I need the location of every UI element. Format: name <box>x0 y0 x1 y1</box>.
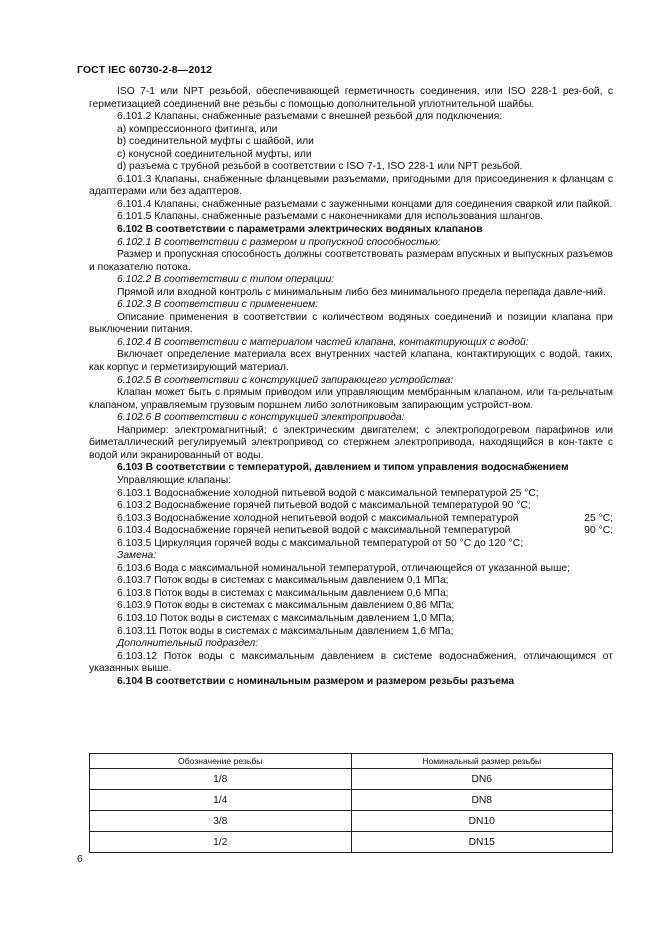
paragraph <box>89 563 613 576</box>
paragraph <box>89 613 613 626</box>
thread-designation-cell: 3/8 <box>90 811 352 832</box>
paragraph-text: Замена: <box>117 550 157 562</box>
paragraph <box>89 588 613 601</box>
table-row <box>90 832 613 853</box>
paragraph <box>89 375 613 388</box>
paragraph-text: 6.102.6 В соответствии с конструкцией электропривода: <box>117 412 405 424</box>
thread-size-table-wrapper <box>89 753 613 853</box>
paragraph-text: Например: электромагнитный; с электрическим двигателем; с электроподогревом парафинов или биметаллический регулируемый электропривод со стержнем электропривода, находящийся в кон-такте с водой или экранированный от воды. <box>89 424 613 461</box>
thread-designation-cell: 1/8 <box>90 769 352 790</box>
paragraph <box>89 500 613 513</box>
paragraph <box>89 538 613 551</box>
paragraph <box>89 161 613 174</box>
table-row <box>90 790 613 811</box>
paragraph-text: 6.103.2 Водоснабжение горячей питьевой водой с максимальной температурой 90 °С; <box>117 500 531 512</box>
paragraph <box>89 211 613 224</box>
paragraph <box>89 550 613 563</box>
paragraph-text: 6.103.1 Водоснабжение холодной питьевой водой с максимальной температурой 25 °С; <box>117 487 539 499</box>
paragraph-text: 6.103.4 Водоснабжение горячей непитьевой водой с максимальной температурой <box>117 525 511 537</box>
paragraph <box>89 274 613 287</box>
paragraph-text: Прямой или входной контроль с минимальным либо без минимального предела перепада давле-ний. <box>117 286 606 298</box>
paragraph-text: 6.103.9 Поток воды в системах с максимальным давлением 0,86 МПа; <box>117 600 455 612</box>
paragraph-text: b) соединительной муфты с шайбой, или <box>117 136 314 148</box>
table-header-thread: Обозначение резьбы <box>90 754 352 769</box>
paragraph-text: Включает определение материала всех внутренних частей клапана, контактирующих с водой, таких, как корпус и герметизирующий материал. <box>89 349 613 374</box>
paragraph <box>89 111 613 124</box>
page-number: 6 <box>77 854 83 865</box>
table-body <box>90 769 613 853</box>
paragraph <box>89 349 613 374</box>
paragraph <box>89 149 613 162</box>
paragraph-text: 6.102.5 В соответствии с конструкцией запирающего устройства: <box>117 374 454 386</box>
paragraph <box>89 199 613 212</box>
table-row <box>90 811 613 832</box>
paragraph-tail: 90 °С; <box>584 525 613 537</box>
paragraph-text: c) конусной соединительной муфты, или <box>117 148 312 160</box>
paragraph-text: Размер и пропускная способность должны соответствовать размерам впускных и выпускных разъемов и показателю потока. <box>89 249 613 273</box>
paragraph <box>89 136 613 149</box>
paragraph-text: 6.102.4 В соответствии с материалом частей клапана, контактирующих с водой: <box>117 336 529 348</box>
thread-designation-cell: 1/4 <box>90 790 352 811</box>
table-row <box>90 769 613 790</box>
paragraph-text: 6.101.4 Клапаны, снабженные разъемами с зауженными концами для соединения сваркой или пайкой. <box>117 198 613 210</box>
paragraph <box>89 676 613 689</box>
paragraph <box>89 174 613 199</box>
paragraph-text: 6.103.12 Поток воды с максимальным давлением в системе водоснабжения, отличающимся от указанных выше. <box>89 650 613 675</box>
nominal-size-cell: DN6 <box>351 769 613 790</box>
paragraph <box>89 525 613 538</box>
paragraph <box>89 513 613 526</box>
paragraph <box>89 638 613 651</box>
paragraph-text: a) компрессионного фитинга, или <box>117 123 278 135</box>
paragraph <box>89 299 613 312</box>
paragraph <box>89 86 613 111</box>
paragraph <box>89 312 613 337</box>
paragraph-text: 6.103.8 Поток воды в системах с максимальным давлением 0,6 МПа; <box>117 587 449 599</box>
paragraph <box>89 287 613 300</box>
paragraph-text: 6.102 В соответствии с параметрами электрических водяных клапанов <box>117 224 483 236</box>
paragraph <box>89 124 613 137</box>
paragraph <box>89 475 613 488</box>
paragraph-text: 6.104 В соответствии с номинальным размером и размером резьбы разъема <box>117 675 515 687</box>
paragraph <box>89 575 613 588</box>
paragraph <box>89 425 613 463</box>
paragraph <box>89 626 613 639</box>
paragraph-text: 6.101.2 Клапаны, снабженные разъемами с внешней резьбой для подключения: <box>117 111 503 123</box>
paragraph-text: 6.103 В соответствии с температурой, давлением и типом управления водоснабжением <box>117 462 569 474</box>
paragraph <box>89 462 613 475</box>
paragraph-text: Дополнительный подраздел: <box>117 638 259 650</box>
paragraph <box>89 337 613 350</box>
paragraph-text: Клапан может быть с прямым приводом или управляющим мембранным клапаном, или та-рельчатым клапаном, управляемым грузовым поршнем либо золотниковым запирающим устройст-вом. <box>89 387 613 411</box>
paragraph <box>89 237 613 250</box>
paragraph <box>89 600 613 613</box>
paragraph <box>89 488 613 501</box>
paragraph-text: 6.102.2 В соответствии с типом операции: <box>117 274 335 286</box>
table-header-row <box>90 754 613 769</box>
nominal-size-cell: DN15 <box>351 832 613 853</box>
nominal-size-cell: DN10 <box>351 811 613 832</box>
document-body <box>89 86 613 688</box>
paragraph <box>89 651 613 676</box>
paragraph-text: ISO 7-1 или NPT резьбой, обеспечивающей герметичность соединения, или ISO 228-1 рез-бой, с герметизацией соединений вне резьбы с помощью дополнительной уплотнительной шайбы. <box>89 86 613 110</box>
paragraph-text: 6.103.10 Поток воды в системах с максимальным давлением 1,0 МПа; <box>117 612 455 624</box>
thread-designation-cell: 1/2 <box>90 832 352 853</box>
paragraph-text: 6.103.7 Поток воды в системах с максимальным давлением 0,1 МПа; <box>117 575 449 587</box>
thread-size-table <box>89 753 613 853</box>
paragraph-text: Описание применения в соответствии с количеством водяных соединений и позиции клапана при выключении питания. <box>89 311 613 336</box>
paragraph <box>89 412 613 425</box>
paragraph <box>89 224 613 237</box>
paragraph-text: 6.103.6 Вода с максимальной номинальной температурой, отличающейся от указанной выше; <box>117 562 570 574</box>
paragraph-text: 6.101.3 Клапаны, снабженные фланцевыми разъемами, пригодными для присоединения к фланцам с адаптерами или без адаптеров. <box>89 173 613 198</box>
paragraph-text: 6.103.11 Поток воды в системах с максимальным давлением 1,6 МПа; <box>117 625 454 637</box>
paragraph <box>89 387 613 412</box>
paragraph-text: 6.103.5 Циркуляция горячей воды с максимальной температурой от 50 °С до 120 °С; <box>117 537 524 549</box>
paragraph-text: 6.103.3 Водоснабжение холодной непитьевой водой с максимальной температурой <box>117 512 519 524</box>
page-header: ГОСТ IEC 60730-2-8—2012 <box>77 64 213 76</box>
paragraph <box>89 249 613 274</box>
paragraph-text: 6.102.3 В соответствии с применением: <box>117 299 318 311</box>
nominal-size-cell: DN8 <box>351 790 613 811</box>
table-header-nominal: Номинальный размер резьбы <box>351 754 613 769</box>
paragraph-text: Управляющие клапаны: <box>117 474 232 486</box>
paragraph-tail: 25 °С; <box>584 512 613 524</box>
paragraph-text: 6.101.5 Клапаны, снабженные разъемами с наконечниками для использования шлангов. <box>117 211 544 223</box>
paragraph-text: 6.102.1 В соответствии с размером и пропускной способностью: <box>117 236 441 248</box>
paragraph-text: d) разъема с трубной резьбой в соответствии с ISO 7-1, ISO 228-1 или NPT резьбой. <box>117 161 523 173</box>
